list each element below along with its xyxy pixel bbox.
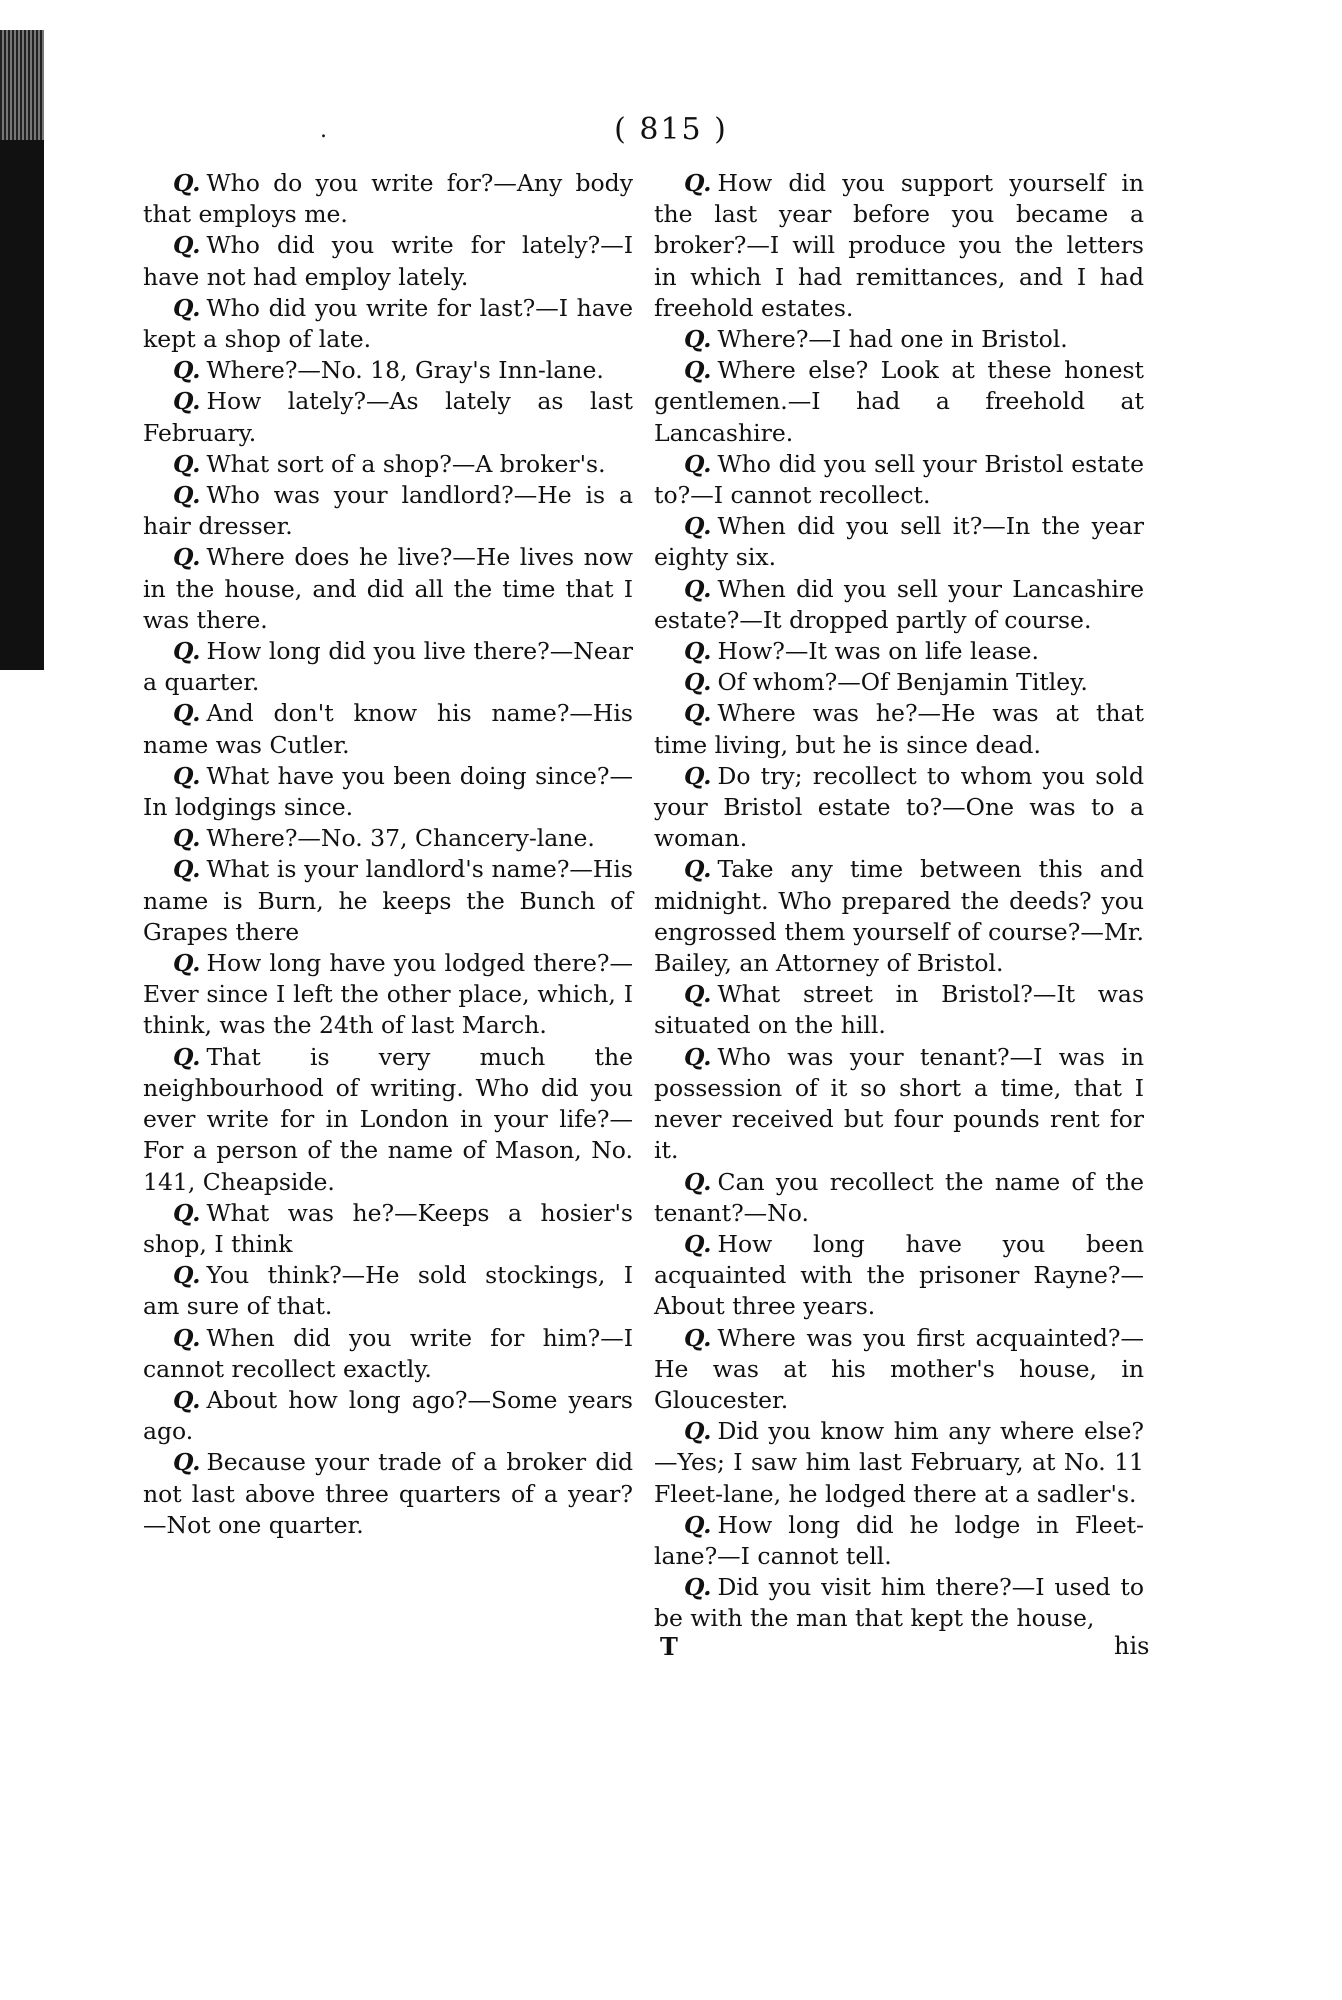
- question-marker: Q.: [684, 980, 712, 1009]
- qa-paragraph: [654, 1572, 1144, 1634]
- qa-paragraph: [143, 480, 633, 542]
- qa-paragraph: [143, 168, 633, 230]
- qa-paragraph: [654, 1323, 1144, 1417]
- qa-paragraph: [654, 1167, 1144, 1229]
- qa-paragraph: [654, 168, 1144, 324]
- question-marker: Q.: [173, 1042, 201, 1071]
- question-marker: Q.: [684, 1323, 712, 1352]
- qa-text: When did you sell your Lancashire estate?—It dropped partly of course.: [654, 574, 1144, 634]
- question-marker: Q.: [173, 949, 201, 978]
- question-marker: Q.: [684, 668, 712, 697]
- question-marker: Q.: [684, 512, 712, 541]
- qa-text: What was he?—Keeps a hosier's shop, I think: [143, 1198, 633, 1258]
- qa-paragraph: [654, 574, 1144, 636]
- question-marker: Q.: [173, 1385, 201, 1414]
- qa-text: What is your landlord's name?—His name is Burn, he keeps the Bunch of Grapes there: [143, 855, 633, 946]
- qa-paragraph: [654, 1416, 1144, 1510]
- catchword: his: [1114, 1632, 1150, 1660]
- question-marker: Q.: [684, 699, 712, 728]
- qa-text: Can you recollect the name of the tenant?—No.: [654, 1167, 1144, 1227]
- question-marker: Q.: [173, 293, 201, 322]
- qa-text: What street in Bristol?—It was situated on the hill.: [654, 980, 1144, 1040]
- qa-text: Who did you sell your Bristol estate to?—I cannot recollect.: [654, 449, 1144, 510]
- qa-paragraph: [143, 1198, 633, 1260]
- question-marker: Q.: [173, 699, 201, 728]
- qa-paragraph: [654, 449, 1144, 511]
- question-marker: Q.: [684, 637, 712, 666]
- question-marker: Q.: [173, 1261, 201, 1290]
- qa-text: Where was you first acquainted?—He was at his mother's house, in Gloucester.: [654, 1323, 1144, 1414]
- question-marker: Q.: [173, 637, 201, 666]
- qa-paragraph: [654, 1229, 1144, 1323]
- question-marker: Q.: [684, 169, 712, 197]
- qa-paragraph: [143, 1385, 633, 1447]
- question-marker: Q.: [684, 1229, 712, 1258]
- qa-paragraph: [654, 511, 1144, 573]
- question-marker: Q.: [173, 761, 201, 790]
- qa-text: What sort of a shop?—A broker's.: [206, 449, 606, 478]
- qa-text: Where was he?—He was at that time living, but he is since dead.: [654, 699, 1144, 759]
- qa-paragraph: [143, 1323, 633, 1385]
- qa-text: Who do you write for?—Any body that employs me.: [143, 169, 633, 229]
- qa-text: Where?—No. 18, Gray's Inn-lane.: [206, 356, 604, 385]
- qa-paragraph: [143, 449, 633, 480]
- qa-text: You think?—He sold stockings, I am sure of that.: [143, 1261, 633, 1321]
- signature-mark: T: [660, 1632, 678, 1661]
- qa-paragraph: [143, 386, 633, 448]
- qa-text: Because your trade of a broker did not last above three quarters of a year?—Not one quarter.: [143, 1448, 633, 1539]
- qa-paragraph: [654, 324, 1144, 355]
- qa-text: Where?—No. 37, Chancery-lane.: [206, 824, 595, 853]
- qa-paragraph: [143, 823, 633, 854]
- qa-paragraph: [654, 979, 1144, 1041]
- question-marker: Q.: [173, 824, 201, 853]
- qa-text: Who did you write for lately?—I have not had employ lately.: [143, 231, 633, 291]
- qa-paragraph: [143, 1260, 633, 1322]
- qa-text: Of whom?—Of Benjamin Titley.: [717, 668, 1088, 697]
- qa-paragraph: [143, 230, 633, 292]
- qa-paragraph: [143, 542, 633, 636]
- question-marker: Q.: [684, 1167, 712, 1196]
- qa-paragraph: [143, 1042, 633, 1198]
- qa-text: Who did you write for last?—I have kept a shop of late.: [143, 293, 633, 354]
- question-marker: Q.: [684, 761, 712, 790]
- qa-paragraph: [143, 293, 633, 355]
- qa-text: How long did he lodge in Fleet-lane?—I cannot tell.: [654, 1510, 1144, 1570]
- qa-paragraph: [654, 698, 1144, 760]
- question-marker: Q.: [173, 449, 201, 478]
- question-marker: Q.: [173, 231, 201, 260]
- question-marker: Q.: [173, 855, 201, 884]
- left-column: [143, 168, 633, 1541]
- qa-paragraph: [654, 1042, 1144, 1167]
- question-marker: Q.: [173, 481, 201, 510]
- question-marker: Q.: [173, 387, 201, 416]
- question-marker: Q.: [173, 543, 201, 572]
- question-marker: Q.: [684, 1417, 712, 1446]
- qa-text: How long did you live there?—Near a quarter.: [143, 637, 633, 697]
- qa-paragraph: [143, 636, 633, 698]
- question-marker: Q.: [173, 169, 201, 197]
- qa-text: Did you visit him there?—I used to be with the man that kept the house,: [654, 1573, 1144, 1633]
- qa-paragraph: [143, 355, 633, 386]
- qa-paragraph: [654, 1510, 1144, 1572]
- qa-text: How lately?—As lately as last February.: [143, 387, 633, 447]
- qa-paragraph: [143, 854, 633, 948]
- qa-text: Who was your tenant?—I was in possession of it so short a time, that I never received but four pounds rent for it.: [654, 1042, 1144, 1165]
- qa-text: How?—It was on life lease.: [717, 637, 1039, 666]
- header-mark: .: [320, 118, 327, 143]
- qa-paragraph: [143, 948, 633, 1042]
- qa-text: How did you support yourself in the last year before you became a broker?—I will produce you the letters in which I had remittances, and I had freehold estates.: [654, 169, 1144, 322]
- qa-text: How long have you lodged there?—Ever since I left the other place, which, I think, was the 24th of last March.: [143, 949, 633, 1040]
- qa-paragraph: [143, 1447, 633, 1541]
- question-marker: Q.: [173, 1323, 201, 1352]
- qa-text: How long have you been acquainted with the prisoner Rayne?—About three years.: [654, 1229, 1144, 1321]
- right-column: [654, 168, 1144, 1635]
- question-marker: Q.: [684, 855, 712, 884]
- question-marker: Q.: [684, 356, 712, 385]
- question-marker: Q.: [684, 325, 712, 354]
- question-marker: Q.: [684, 449, 712, 478]
- qa-text: What have you been doing since?—In lodgings since.: [143, 761, 633, 822]
- question-marker: Q.: [684, 1510, 712, 1539]
- qa-text: That is very much the neighbourhood of writing. Who did you ever write for in London in your life?—For a person of the name of Mason, No. 141, Cheapside.: [143, 1042, 633, 1196]
- qa-text: Do try; recollect to whom you sold your Bristol estate to?—One was to a woman.: [654, 761, 1144, 853]
- question-marker: Q.: [684, 1042, 712, 1071]
- qa-text: About how long ago?—Some years ago.: [143, 1385, 633, 1446]
- qa-text: Take any time between this and midnight. Who prepared the deeds? you engrossed them yourself of course?—Mr. Bailey, an Attorney of Bristol.: [654, 855, 1144, 978]
- qa-paragraph: [143, 761, 633, 823]
- qa-paragraph: [654, 636, 1144, 667]
- page-number: ( 815 ): [614, 112, 728, 147]
- qa-text: Did you know him any where else?—Yes; I saw him last February, at No. 11 Fleet-lane, he lodged there at a sadler's.: [654, 1417, 1144, 1508]
- qa-paragraph: [654, 854, 1144, 979]
- qa-text: When did you sell it?—In the year eighty six.: [654, 512, 1144, 572]
- qa-paragraph: [143, 698, 633, 760]
- qa-paragraph: [654, 355, 1144, 449]
- question-marker: Q.: [684, 1573, 712, 1602]
- qa-paragraph: [654, 667, 1144, 698]
- question-marker: Q.: [173, 1448, 201, 1477]
- qa-text: Who was your landlord?—He is a hair dresser.: [143, 481, 633, 541]
- question-marker: Q.: [684, 574, 712, 603]
- qa-paragraph: [654, 761, 1144, 855]
- qa-text: And don't know his name?—His name was Cutler.: [143, 699, 633, 759]
- qa-text: Where else? Look at these honest gentlemen.—I had a freehold at Lancashire.: [654, 356, 1144, 447]
- qa-text: Where?—I had one in Bristol.: [717, 325, 1068, 354]
- question-marker: Q.: [173, 1198, 201, 1227]
- question-marker: Q.: [173, 356, 201, 385]
- qa-text: Where does he live?—He lives now in the house, and did all the time that I was there.: [143, 543, 633, 634]
- qa-text: When did you write for him?—I cannot recollect exactly.: [143, 1323, 633, 1383]
